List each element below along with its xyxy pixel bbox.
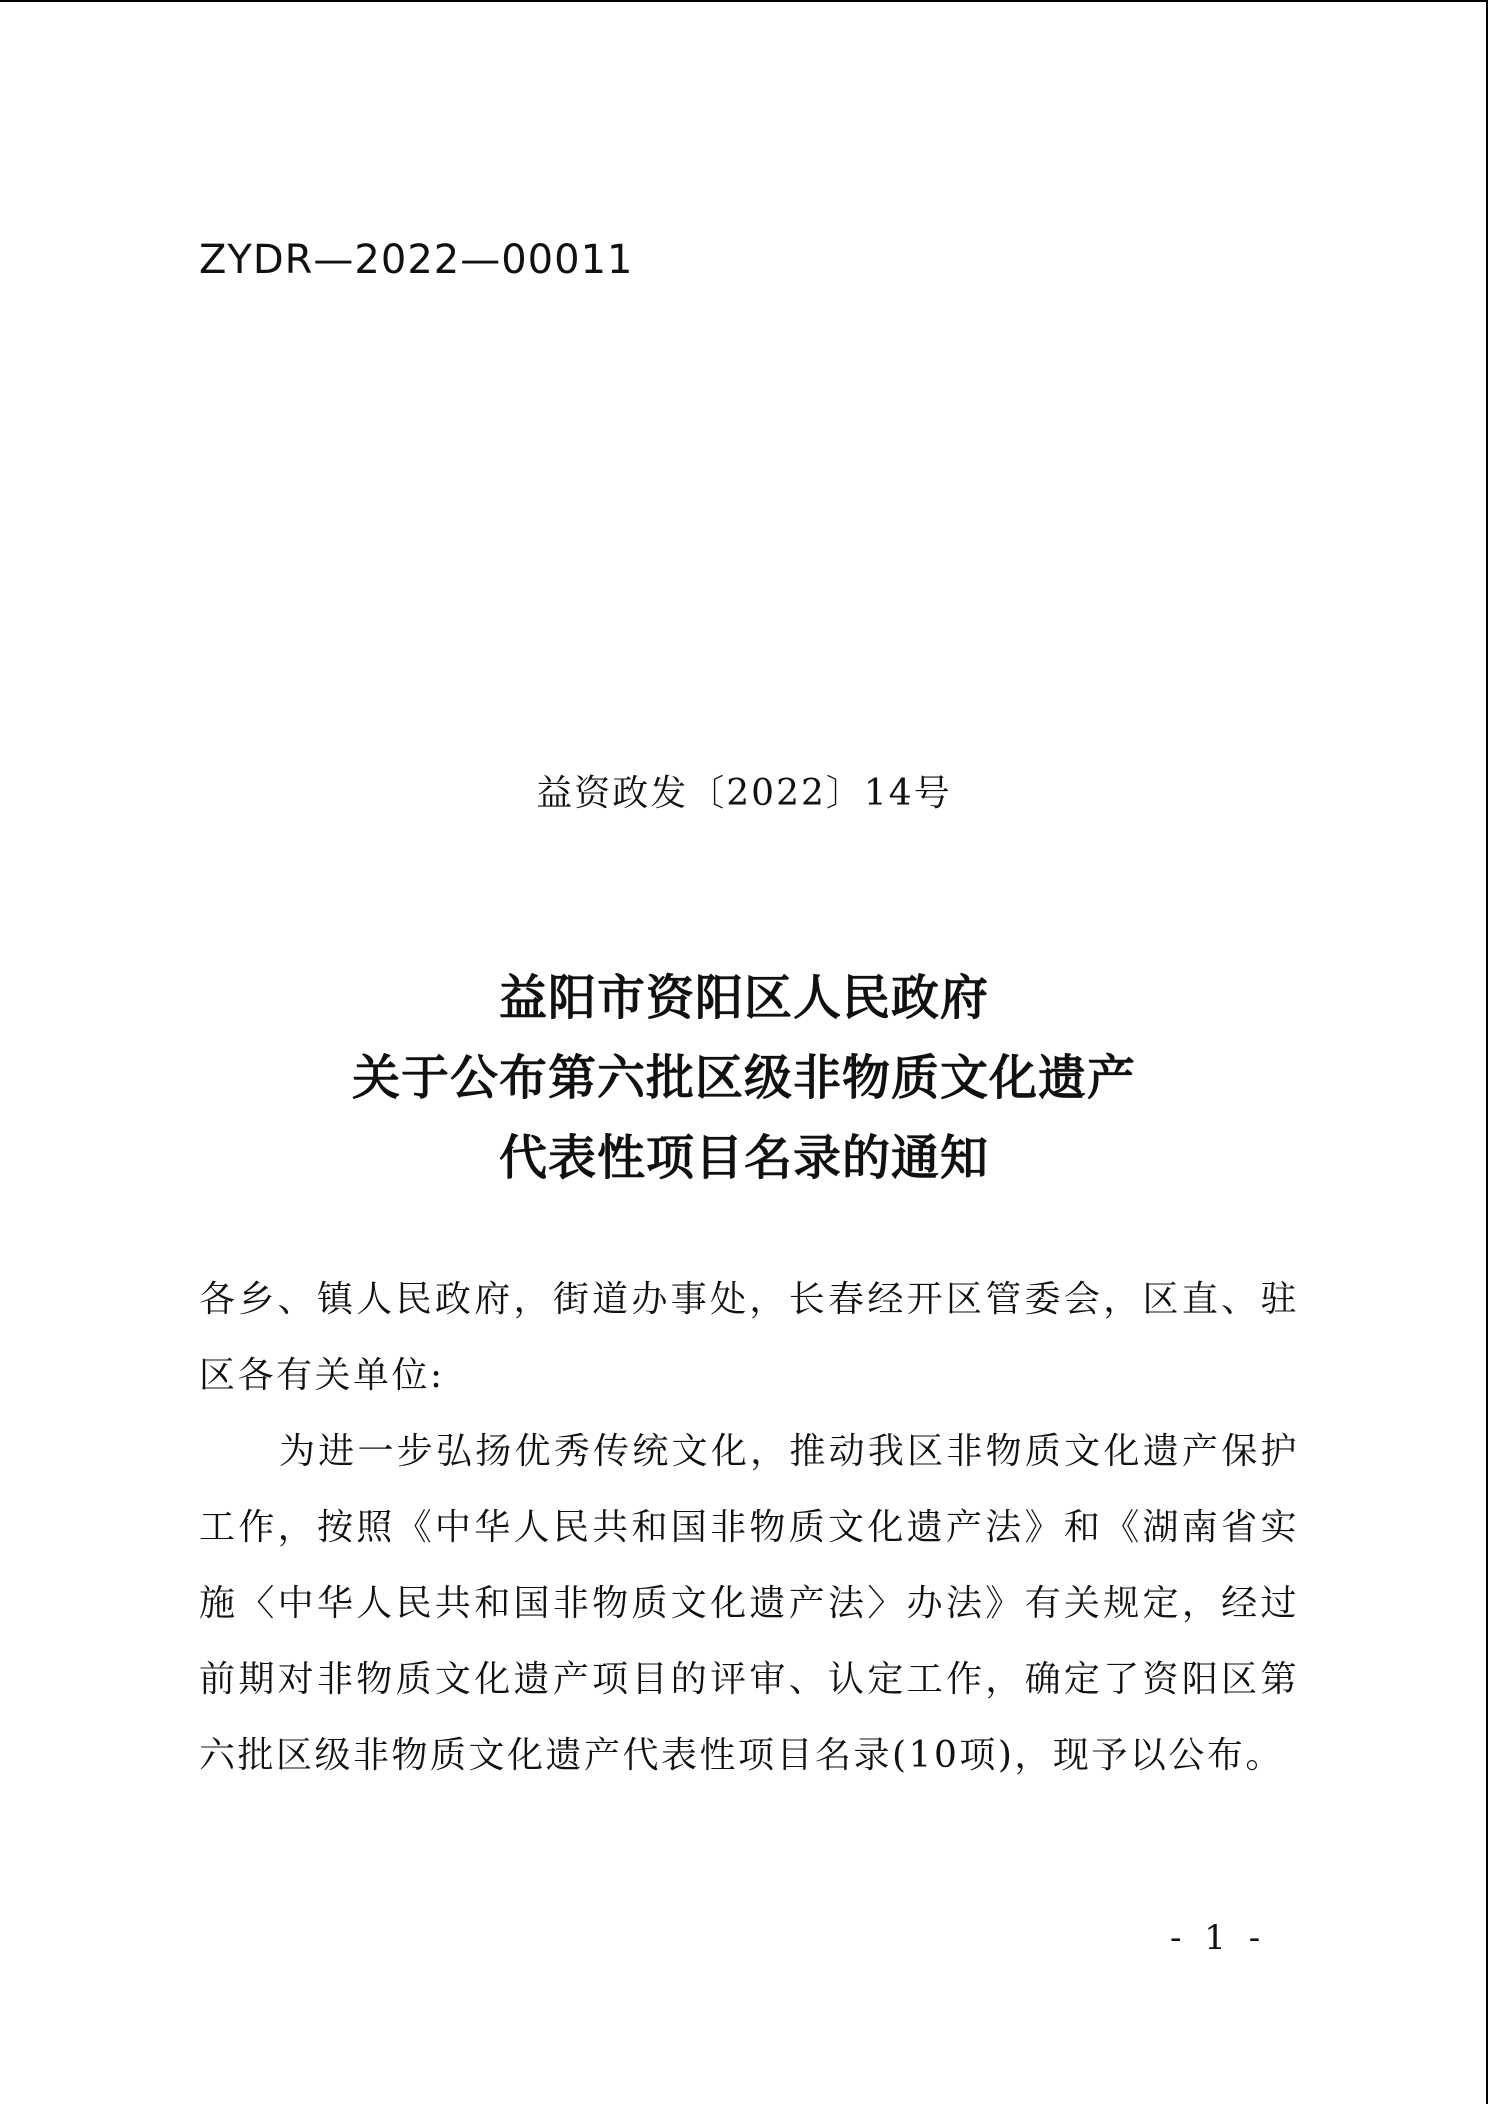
document-code: ZYDR—2022—00011	[199, 237, 634, 283]
page-border-top	[0, 0, 1488, 2]
page-number: - 1 -	[1170, 1918, 1267, 1958]
document-number: 益资政发〔2022〕14号	[536, 773, 952, 814]
title-line-1: 益阳市资阳区人民政府	[498, 970, 989, 1026]
document-title	[0, 958, 1488, 1198]
title-line-2: 关于公布第六批区级非物质文化遗产	[351, 1050, 1136, 1106]
document-body	[199, 1262, 1299, 1794]
body-paragraph: 为进一步弘扬优秀传统文化，推动我区非物质文化遗产保护工作，按照《中华人民共和国非物质文化遗产法》和《湖南省实施〈中华人民共和国非物质文化遗产法〉办法》有关规定，经过前期对非物质文化遗产项目的评审、认定工作，确定了资阳区第六批区级非物质文化遗产代表性项目名录(10项)，现予以公布。	[199, 1431, 1299, 1776]
salutation: 各乡、镇人民政府，街道办事处，长春经开区管委会，区直、驻区各有关单位:	[199, 1279, 1299, 1396]
title-line-3: 代表性项目名录的通知	[498, 1130, 989, 1186]
